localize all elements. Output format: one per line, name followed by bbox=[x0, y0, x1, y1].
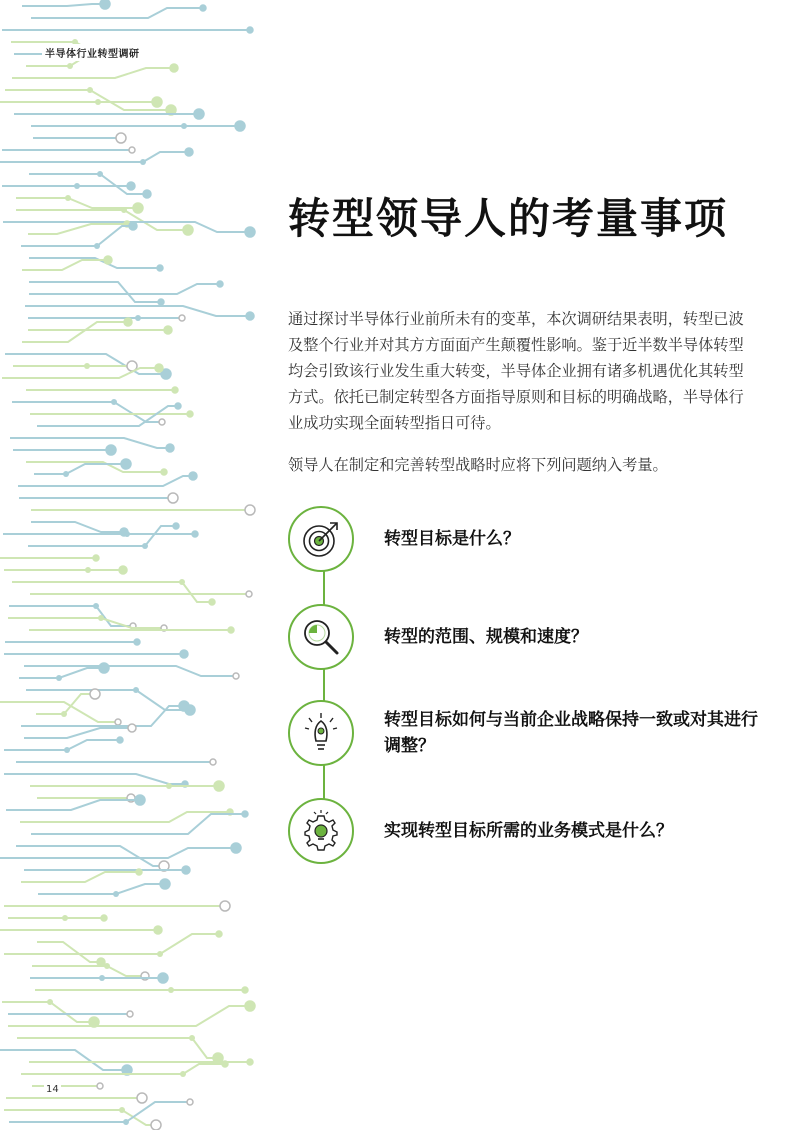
circuit-trace bbox=[26, 690, 190, 710]
circuit-node bbox=[172, 387, 178, 393]
question-item bbox=[288, 700, 758, 766]
circuit-node bbox=[192, 531, 198, 537]
circuit-node bbox=[134, 639, 140, 645]
circuit-node bbox=[142, 543, 148, 549]
question-text: 实现转型目标所需的业务模式是什么？ bbox=[384, 821, 673, 841]
circuit-node bbox=[158, 299, 164, 305]
circuit-node bbox=[159, 419, 165, 425]
circuit-node bbox=[214, 781, 224, 791]
circuit-node bbox=[247, 1059, 253, 1065]
question-icon-circle bbox=[288, 506, 354, 572]
circuit-trace bbox=[31, 814, 245, 834]
circuit-node bbox=[247, 27, 253, 33]
circuit-node bbox=[166, 783, 172, 789]
circuit-node bbox=[209, 599, 215, 605]
circuit-trace bbox=[16, 210, 188, 230]
circuit-node bbox=[93, 555, 99, 561]
circuit-node bbox=[127, 182, 135, 190]
circuit-trace bbox=[37, 942, 101, 962]
circuit-node bbox=[47, 999, 53, 1005]
circuit-trace bbox=[20, 812, 230, 822]
intro-paragraph: 通过探讨半导体行业前所未有的变革，本次调研结果表明，转型已波及整个行业并对其方方面面产生颠覆性影响。鉴于近半数半导体转型均会引致该行业发生重大转变，半导体企业拥有诸多机遇优化其转型方式。依托已制定转型各方面指导原则和目标的明确战略，半导体行业成功实现全面转型指日可待。 bbox=[288, 310, 744, 432]
circuit-trace bbox=[9, 1102, 190, 1122]
question-item bbox=[288, 798, 758, 864]
circuit-background bbox=[0, 0, 260, 1130]
circuit-trace bbox=[24, 728, 132, 738]
circuit-node bbox=[242, 811, 248, 817]
circuit-trace bbox=[22, 4, 105, 6]
circuit-node bbox=[115, 719, 121, 725]
circuit-node bbox=[185, 148, 193, 156]
circuit-trace bbox=[8, 618, 164, 628]
circuit-node bbox=[113, 891, 119, 897]
circuit-trace bbox=[28, 224, 127, 234]
circuit-node bbox=[143, 190, 151, 198]
circuit-trace bbox=[21, 872, 139, 882]
circuit-node bbox=[245, 505, 255, 515]
circuit-node bbox=[123, 1119, 129, 1125]
question-item bbox=[288, 604, 758, 670]
target-icon bbox=[299, 517, 343, 561]
page-title: 转型领导人的考量事项 bbox=[288, 194, 729, 243]
circuit-node bbox=[121, 207, 127, 213]
circuit-node bbox=[182, 866, 190, 874]
circuit-trace bbox=[0, 848, 236, 858]
circuit-node bbox=[245, 1001, 255, 1011]
circuit-node bbox=[100, 0, 110, 9]
circuit-trace bbox=[29, 282, 161, 302]
circuit-node bbox=[127, 1011, 133, 1017]
circuit-node bbox=[137, 1093, 147, 1103]
circuit-trace bbox=[31, 8, 203, 18]
circuit-trace bbox=[6, 800, 140, 810]
circuit-node bbox=[116, 133, 126, 143]
circuit-node bbox=[101, 915, 107, 921]
circuit-node bbox=[117, 737, 123, 743]
circuit-node bbox=[136, 869, 142, 875]
circuit-node bbox=[94, 243, 100, 249]
circuit-trace bbox=[38, 884, 165, 894]
circuit-node bbox=[84, 363, 90, 369]
circuit-node bbox=[133, 687, 139, 693]
circuit-node bbox=[97, 1083, 103, 1089]
circuit-node bbox=[210, 759, 216, 765]
circuit-trace bbox=[12, 402, 162, 422]
circuit-node bbox=[128, 724, 136, 732]
circuit-node bbox=[189, 1035, 195, 1041]
circuit-trace bbox=[4, 740, 120, 750]
circuit-node bbox=[235, 121, 245, 131]
circuit-node bbox=[220, 901, 230, 911]
question-text: 转型的范围、规模和速度？ bbox=[384, 627, 588, 647]
circuit-node bbox=[64, 747, 70, 753]
circuit-trace bbox=[2, 1002, 94, 1022]
circuit-node bbox=[245, 227, 255, 237]
circuit-node bbox=[85, 567, 91, 573]
circuit-node bbox=[63, 471, 69, 477]
circuit-trace bbox=[17, 1038, 218, 1058]
circuit-node bbox=[233, 673, 239, 679]
circuit-trace bbox=[28, 526, 176, 546]
running-header: 半导体行业转型调研 bbox=[42, 44, 143, 61]
circuit-node bbox=[183, 225, 193, 235]
circuit-node bbox=[173, 523, 179, 529]
circuit-node bbox=[170, 64, 178, 72]
circuit-node bbox=[74, 183, 80, 189]
magnifier-icon bbox=[299, 615, 343, 659]
circuit-node bbox=[98, 615, 104, 621]
circuit-node bbox=[179, 315, 185, 321]
circuit-node bbox=[194, 109, 204, 119]
circuit-trace bbox=[12, 68, 174, 78]
circuit-node bbox=[129, 147, 135, 153]
question-icon-circle bbox=[288, 798, 354, 864]
circuit-node bbox=[166, 444, 174, 452]
circuit-node bbox=[151, 1120, 161, 1130]
circuit-node bbox=[93, 603, 99, 609]
circuit-node bbox=[180, 650, 188, 658]
question-icon-circle bbox=[288, 700, 354, 766]
circuit-node bbox=[246, 312, 254, 320]
circuit-node bbox=[61, 711, 67, 717]
circuit-trace bbox=[32, 966, 145, 976]
circuit-trace bbox=[4, 934, 219, 954]
circuit-node bbox=[189, 472, 197, 480]
circuit-node bbox=[164, 326, 172, 334]
circuit-node bbox=[181, 123, 187, 129]
question-icon-circle bbox=[288, 604, 354, 670]
circuit-node bbox=[200, 5, 206, 11]
circuit-node bbox=[65, 195, 71, 201]
circuit-node bbox=[121, 459, 131, 469]
circuit-trace bbox=[5, 90, 171, 110]
circuit-trace bbox=[22, 322, 128, 342]
circuit-node bbox=[157, 951, 163, 957]
circuit-node bbox=[95, 99, 101, 105]
lead-sentence: 领导人在制定和完善转型战略时应将下列问题纳入考量。 bbox=[288, 456, 668, 474]
circuit-node bbox=[231, 843, 241, 853]
circuit-node bbox=[99, 663, 109, 673]
circuit-node bbox=[187, 411, 193, 417]
circuit-node bbox=[242, 987, 248, 993]
circuit-node bbox=[168, 987, 174, 993]
circuit-node bbox=[106, 445, 116, 455]
circuit-node bbox=[246, 591, 252, 597]
circuit-node bbox=[217, 281, 223, 287]
circuit-trace bbox=[16, 198, 138, 208]
circuit-node bbox=[179, 701, 189, 711]
circuit-node bbox=[133, 203, 143, 213]
circuit-trace bbox=[22, 260, 108, 270]
circuit-trace bbox=[18, 476, 193, 486]
page-number: 14 bbox=[46, 1084, 59, 1095]
circuit-node bbox=[129, 222, 137, 230]
question-text: 转型目标是什么？ bbox=[384, 529, 520, 549]
circuit-node bbox=[222, 1061, 228, 1067]
circuit-node bbox=[135, 315, 141, 321]
circuit-trace bbox=[4, 774, 185, 784]
circuit-trace bbox=[0, 152, 189, 162]
circuit-node bbox=[179, 579, 185, 585]
circuit-node bbox=[140, 159, 146, 165]
circuit-trace bbox=[31, 522, 124, 532]
circuit-node bbox=[155, 364, 163, 372]
circuit-node bbox=[157, 265, 163, 271]
circuit-node bbox=[62, 915, 68, 921]
circuit-node bbox=[97, 958, 105, 966]
circuit-trace bbox=[16, 846, 164, 866]
circuit-node bbox=[67, 63, 73, 69]
circuit-node bbox=[119, 1107, 125, 1113]
circuit-node bbox=[175, 403, 181, 409]
circuit-node bbox=[124, 318, 132, 326]
circuit-node bbox=[87, 87, 93, 93]
circuit-node bbox=[158, 973, 168, 983]
circuit-trace bbox=[24, 666, 236, 676]
circuit-node bbox=[124, 531, 130, 537]
circuit-trace bbox=[10, 438, 170, 448]
circuit-node bbox=[56, 675, 62, 681]
circuit-node bbox=[119, 566, 127, 574]
circuit-node bbox=[216, 931, 222, 937]
circuit-trace bbox=[25, 306, 250, 316]
rocket-bulb-icon bbox=[299, 711, 343, 755]
circuit-trace bbox=[0, 1050, 127, 1070]
circuit-node bbox=[104, 963, 110, 969]
circuit-node bbox=[187, 1099, 193, 1105]
circuit-node bbox=[99, 975, 105, 981]
circuit-node bbox=[111, 399, 117, 405]
question-text: 转型目标如何与当前企业战略保持一致或对其进行调整？ bbox=[384, 710, 758, 756]
circuit-node bbox=[135, 795, 145, 805]
circuit-node bbox=[228, 627, 234, 633]
circuit-node bbox=[160, 879, 170, 889]
question-item bbox=[288, 506, 758, 572]
circuit-node bbox=[104, 256, 112, 264]
circuit-node bbox=[90, 689, 100, 699]
circuit-node bbox=[152, 97, 162, 107]
circuit-node bbox=[161, 469, 167, 475]
circuit-node bbox=[180, 1071, 186, 1077]
circuit-node bbox=[168, 493, 178, 503]
circuit-trace bbox=[0, 702, 118, 722]
gear-bulb-icon bbox=[299, 809, 343, 853]
circuit-node bbox=[97, 171, 103, 177]
circuit-node bbox=[154, 926, 162, 934]
